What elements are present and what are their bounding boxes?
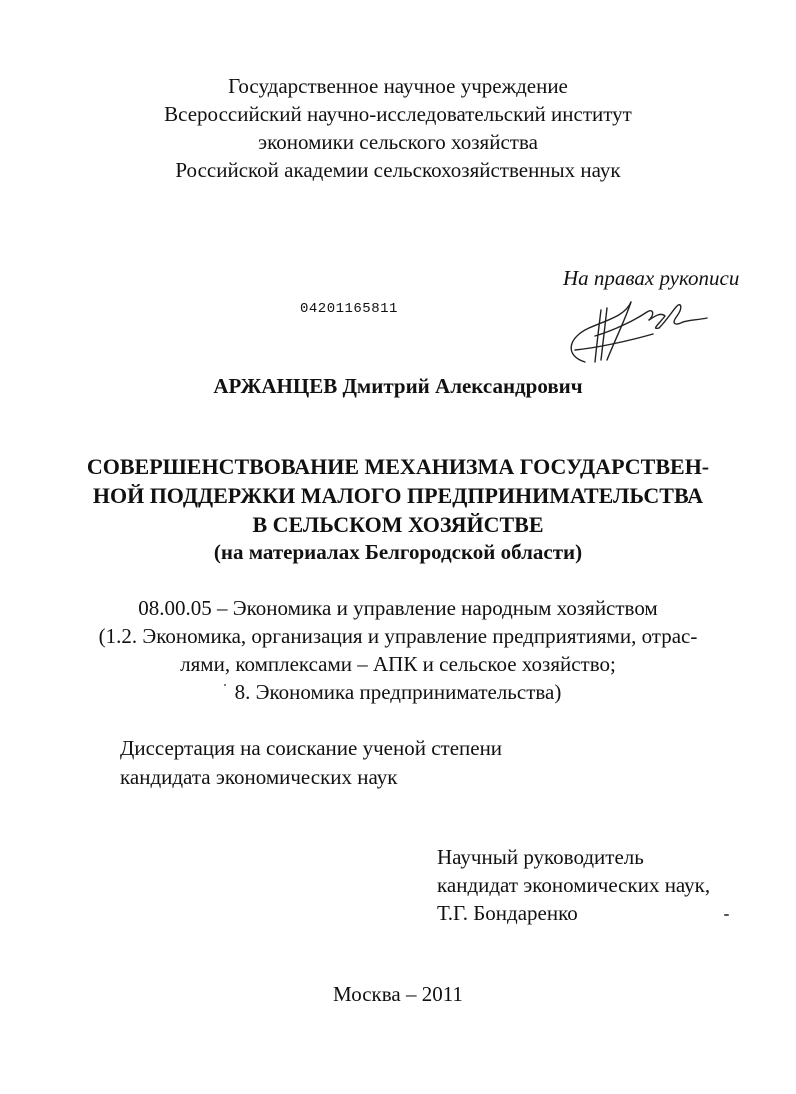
specialty-line-4: 8. Экономика предпринимательства) [234, 680, 562, 704]
institution-line-2: Всероссийский научно-исследовательский институт [164, 102, 632, 126]
title-line-3: В СЕЛЬСКОМ ХОЗЯЙСТВЕ [252, 512, 544, 537]
catalog-number: 04201165811 [300, 301, 398, 317]
scan-speck [224, 684, 226, 686]
manuscript-note: На правах рукописи [563, 266, 740, 290]
degree-line-1: Диссертация на соискание ученой степени [120, 736, 503, 760]
signature-image [555, 290, 715, 370]
specialty-line-3: лями, комплексами – АПК и сельское хозяйство; [180, 652, 616, 676]
title-line-1: СОВЕРШЕНСТВОВАНИЕ МЕХАНИЗМА ГОСУДАРСТВЕН- [86, 454, 710, 479]
supervisor-line-3: Т.Г. Бондаренко [437, 901, 578, 925]
author-name [0, 376, 796, 397]
author-given-names: Дмитрий Александрович [342, 374, 583, 398]
footer-city-year: Москва – 2011 [333, 982, 463, 1006]
specialty-line-2: (1.2. Экономика, организация и управление предприятиями, отрас- [98, 624, 698, 648]
title-line-4: (на материалах Белгородской области) [213, 540, 583, 564]
degree-line-2: кандидата экономических наук [120, 765, 398, 789]
title-line-2: НОЙ ПОДДЕРЖКИ МАЛОГО ПРЕДПРИНИМАТЕЛЬСТВА [92, 483, 704, 508]
supervisor-line-2: кандидат экономических наук, [437, 873, 711, 897]
specialty-line-1: 08.00.05 – Экономика и управление народным хозяйством [138, 596, 658, 620]
institution-line-4: Российской академии сельскохозяйственных наук [175, 158, 621, 182]
scan-mark [724, 914, 729, 916]
author-surname: АРЖАНЦЕВ [213, 374, 338, 398]
institution-line-1: Государственное научное учреждение [228, 74, 568, 98]
supervisor-line-1: Научный руководитель [437, 845, 644, 869]
institution-line-3: экономики сельского хозяйства [258, 130, 538, 154]
